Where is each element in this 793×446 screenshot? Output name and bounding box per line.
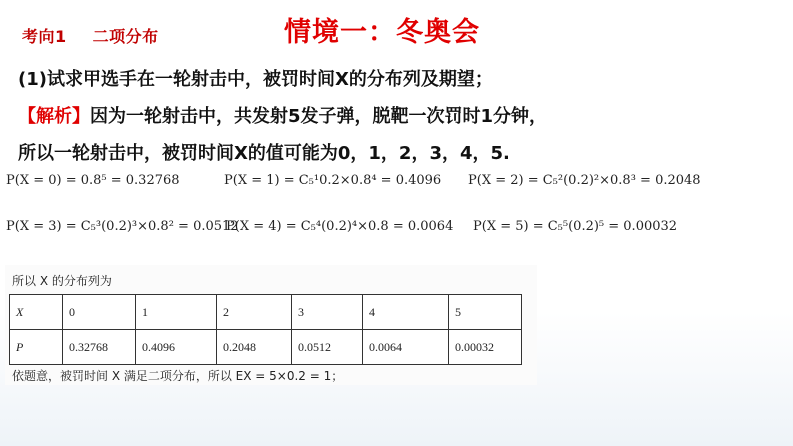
analysis-tag: 【解析】 [18,106,90,127]
question-text: (1)试求甲选手在一轮射击中，被罚时间X的分布列及期望； [18,69,493,90]
analysis-line-2: 所以一轮射击中，被罚时间X的值可能为0，1，2，3，4，5. [18,143,510,164]
p-cell: 0.4096 [136,330,217,365]
formula-p1: P(X = 1) = C₅¹0.2×0.8⁴ = 0.4096 [224,173,442,188]
row-label-p: P [10,330,63,365]
p-cell: 0.00032 [449,330,522,365]
x-cell: 0 [63,295,136,330]
x-cell: 1 [136,295,217,330]
formula-p4: P(X = 4) = C₅⁴(0.2)⁴×0.8 = 0.0064 [226,219,454,234]
p-cell: 0.2048 [217,330,292,365]
conclusion-text: 依题意，被罚时间 X 满足二项分布，所以 EX = 5×0.2 = 1； [12,369,344,383]
x-cell: 4 [363,295,449,330]
row-label-x: X [10,295,63,330]
formula-p5: P(X = 5) = C₅⁵(0.2)⁵ = 0.00032 [473,219,678,234]
formula-p2: P(X = 2) = C₅²(0.2)²×0.8³ = 0.2048 [468,173,701,188]
topic-number: 考向1 [22,27,67,46]
formula-p3: P(X = 3) = C₅³(0.2)³×0.8² = 0.0512 [6,219,239,234]
table-caption: 所以 X 的分布列为 [12,274,112,288]
table-row-p [10,330,522,365]
x-cell: 5 [449,295,522,330]
table-row-x [10,295,522,330]
topic-label [22,24,159,47]
x-cell: 3 [292,295,363,330]
p-cell: 0.0064 [363,330,449,365]
slide-title: 情境一：冬奥会 [284,17,480,48]
distribution-table [9,294,522,365]
p-cell: 0.0512 [292,330,363,365]
formula-p0: P(X = 0) = 0.8⁵ = 0.32768 [6,173,180,188]
analysis-line-1 [18,102,547,128]
p-cell: 0.32768 [63,330,136,365]
topic-name: 二项分布 [92,27,159,46]
x-cell: 2 [217,295,292,330]
analysis-text: 因为一轮射击中，共发射5发子弹，脱靶一次罚时1分钟， [90,106,548,127]
